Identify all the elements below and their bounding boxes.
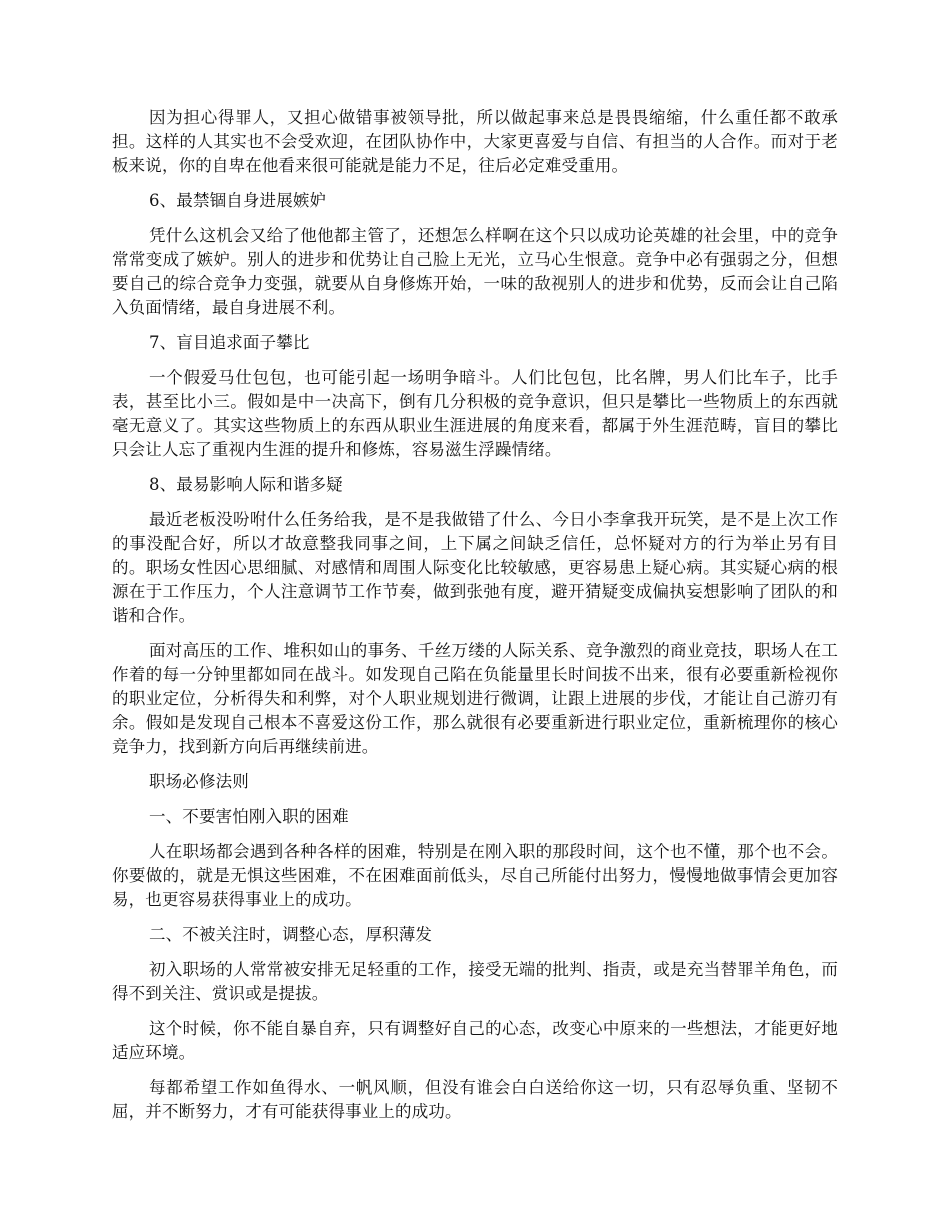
section-heading: 6、最禁锢自身进展嫉妒: [149, 191, 327, 210]
section-heading: 8、最易影响人际和谐多疑: [149, 475, 343, 494]
paragraph: 每都希望工作如鱼得水、一帆风顺，但没有谁会白白送给你这一切，只有忍辱负重、坚韧不屈，并不断努力，才有可能获得事业上的成功。: [112, 1078, 838, 1121]
paragraph: 最近老板没吩咐什么任务给我，是不是我做错了什么、今日小李拿我开玩笑，是不是上次工作的事没配合好，所以才故意整我同事之间，上下属之间缺乏信任，总怀疑对方的行为举止另有目的。职场女性因心思细腻、对感情和周围人际变化比较敏感，更容易患上疑心病。其实疑心病的根源在于工作压力，个人注意调节工作节奏，做到张弛有度，避开猜疑变成偏执妄想影响了团队的和谐和合作。: [112, 510, 838, 625]
paragraph: 一个假爱马仕包包，也可能引起一场明争暗斗。人们比包包，比名牌，男人们比车子，比手表，甚至比小三。假如是中一决高下，倒有几分积极的竞争意识，但只是攀比一些物质上的东西就毫无意义了。其实这些物质上的东西从职业生涯进展的角度来看，都属于外生涯范畴，盲目的攀比只会让人忘了重视内生涯的提升和修炼，容易滋生浮躁情绪。: [112, 368, 838, 459]
paragraph: 这个时候，你不能自暴自弃，只有调整好自己的心态，改变心中原来的一些想法，才能更好地适应环境。: [112, 1019, 838, 1062]
section-heading: 职场必修法则: [149, 772, 249, 791]
section-heading: 一、不要害怕刚入职的困难: [149, 807, 349, 826]
paragraph: 初入职场的人常常被安排无足轻重的工作，接受无端的批判、指责，或是充当替罪羊角色，而得不到关注、赏识或是提拔。: [112, 960, 838, 1003]
document-page: [112, 106, 838, 1135]
section-heading: 二、不被关注时，调整心态，厚积薄发: [149, 925, 433, 944]
paragraph: 人在职场都会遇到各种各样的困难，特别是在刚入职的那段时间，这个也不懂，那个也不会。你要做的，就是无惧这些困难，不在困难面前低头，尽自己所能付出努力，慢慢地做事情会更加容易，也更容易获得事业上的成功。: [112, 842, 838, 909]
paragraph: 面对高压的工作、堆积如山的事务、千丝万缕的人际关系、竞争激烈的商业竞技，职场人在工作着的每一分钟里都如同在战斗。如发现自己陷在负能量里长时间拔不出来，很有必要重新检视你的职业定位，分析得失和利弊，对个人职业规划进行微调，让跟上进展的步伐，才能让自己游刃有余。假如是发现自己根本不喜爱这份工作，那么就很有必要重新进行职业定位，重新梳理你的核心竞争力，找到新方向后再继续前进。: [112, 641, 838, 756]
paragraph: 因为担心得罪人，又担心做错事被领导批，所以做起事来总是畏畏缩缩，什么重任都不敢承担。这样的人其实也不会受欢迎，在团队协作中，大家更喜爱与自信、有担当的人合作。而对于老板来说，你的自卑在他看来很可能就是能力不足，往后必定难受重用。: [112, 108, 838, 175]
section-heading: 7、盲目追求面子攀比: [149, 333, 310, 352]
paragraph: 凭什么这机会又给了他他都主管了，还想怎么样啊在这个只以成功论英雄的社会里，中的竞争常常变成了嫉妒。别人的进步和优势让自己脸上无光，立马心生恨意。竞争中必有强弱之分，但想要自己的综合竞争力变强，就要从自身修炼开始，一味的敌视别人的进步和优势，反而会让自己陷入负面情绪，最自身进展不利。: [112, 226, 838, 317]
